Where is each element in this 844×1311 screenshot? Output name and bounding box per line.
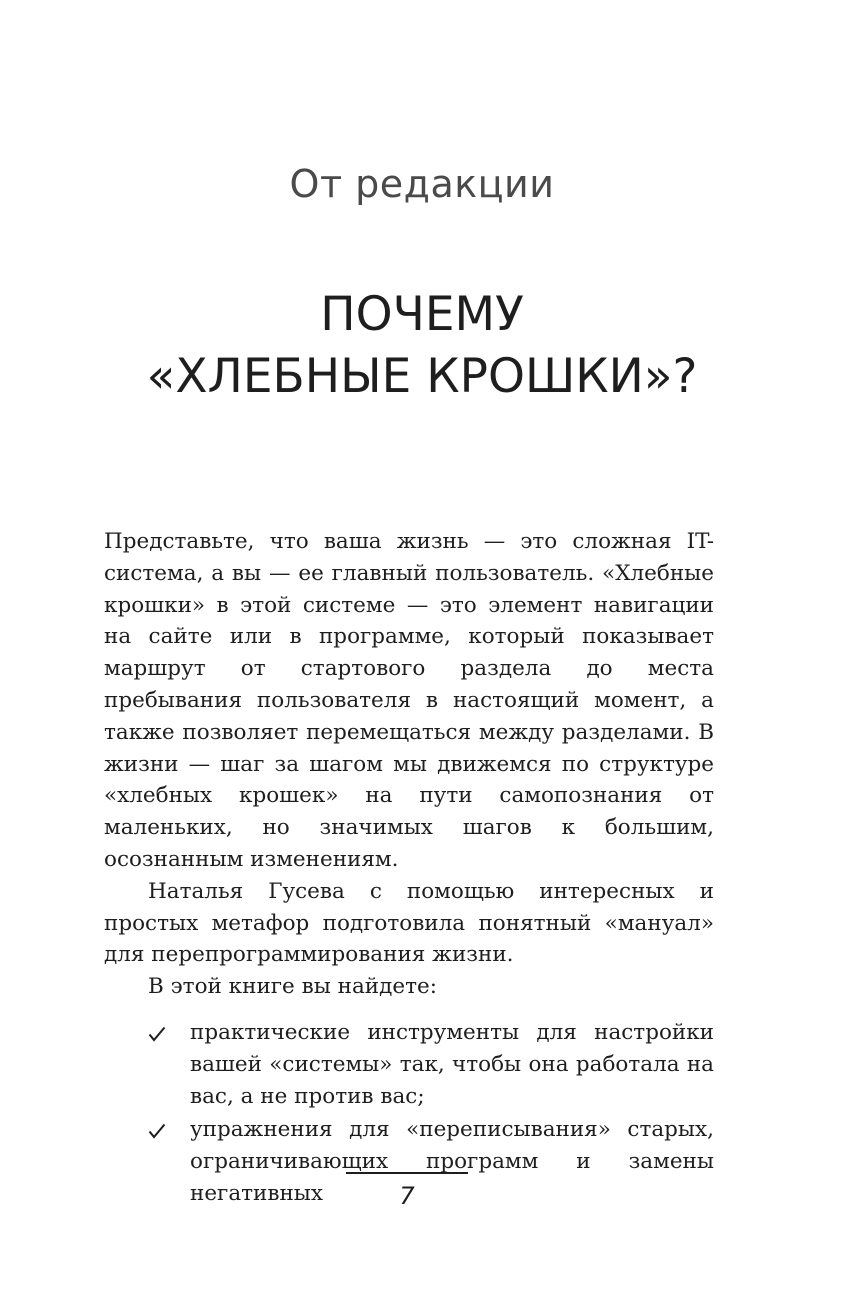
checkmark-icon bbox=[148, 1017, 166, 1047]
chapter-title-line-2: «ХЛЕБНЫЕ КРОШКИ»? bbox=[146, 349, 698, 404]
list-item-text: практические инструменты для настройки вашей «системы» так, чтобы она работала на вас, а не против вас; bbox=[190, 1019, 714, 1109]
paragraph-list-intro: В этой книге вы найдете: bbox=[148, 974, 437, 1000]
paragraph-author: Наталья Гусева с помощью интересных и простых метафор подготовила понятный «мануал» для перепрограммирования жизни. bbox=[104, 878, 714, 968]
chapter-title bbox=[0, 284, 844, 408]
checklist bbox=[104, 1017, 714, 1210]
list-item bbox=[104, 1017, 714, 1112]
checkmark-icon bbox=[148, 1114, 166, 1144]
paragraph-intro: Представьте, что ваша жизнь — это сложная IT-система, а вы — ее главный пользователь. «Хлебные крошки» в этой системе — это элемент навигации на сайте или в программе, который показывает маршрут от стартового раздела до места пребывания пользователя в настоящий момент, а также позволяет перемещаться между разделами. В жизни — шаг за шагом мы движемся по структуре «хлебных крошек» на пути самопознания от маленьких, но значимых шагов к большим, осознанным изменениям. bbox=[104, 529, 714, 872]
page-number: 7 bbox=[399, 1182, 415, 1210]
chapter-title-line-1: ПОЧЕМУ bbox=[320, 287, 524, 342]
body-text bbox=[104, 526, 714, 1212]
footer-divider bbox=[346, 1172, 468, 1174]
list-item-text: упражнения для «переписывания» старых, ограничивающих программ и замены негативных bbox=[190, 1117, 714, 1206]
section-label: От редакции bbox=[289, 162, 555, 206]
